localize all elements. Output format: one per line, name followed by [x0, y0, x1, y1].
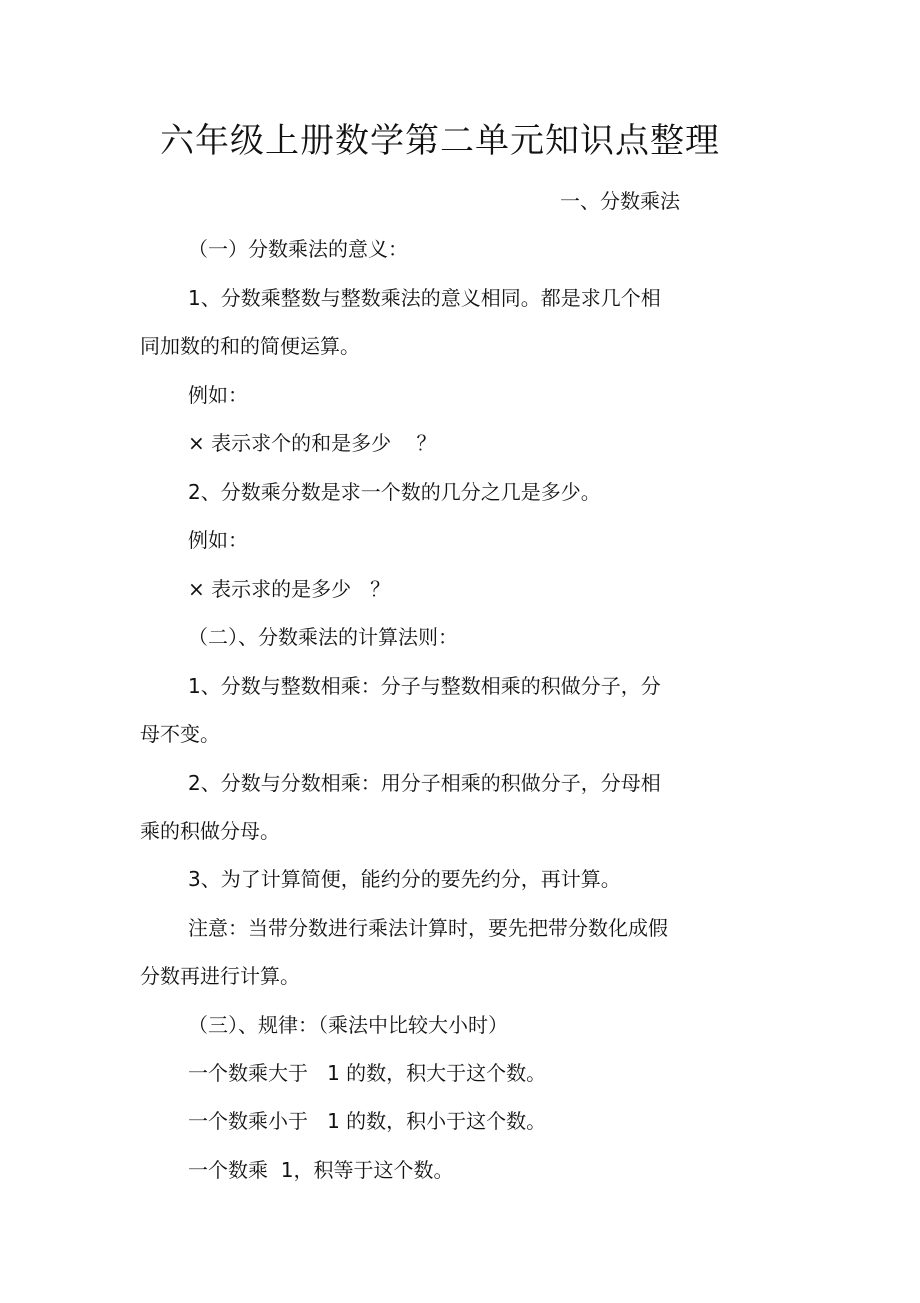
note-line: 分数再进行计算。 [140, 964, 300, 988]
paragraph-line: 乘的积做分母。 [140, 819, 280, 843]
rule-line: 一个数乘大于 1 的数，积大于这个数。 [188, 1061, 547, 1085]
rule-line: 一个数乘小于 1 的数，积小于这个数。 [188, 1109, 547, 1133]
subsection-heading-3: （三）、规律：（乘法中比较大小时） [188, 1013, 508, 1037]
subsection-heading-2: （二）、分数乘法的计算法则： [188, 625, 458, 649]
page-title: 六年级上册数学第二单元知识点整理 [160, 121, 720, 161]
paragraph-line: 3、为了计算简便，能约分的要先约分，再计算。 [188, 867, 621, 891]
example-label: 例如： [188, 383, 248, 407]
example-line: × 表示求个的和是多少 ？ [188, 431, 437, 455]
paragraph-line: 1、分数乘整数与整数乘法的意义相同。都是求几个相 [188, 286, 661, 310]
paragraph-line: 母不变。 [140, 722, 220, 746]
paragraph-line: 1、分数与整数相乘：分子与整数相乘的积做分子，分 [188, 674, 661, 698]
example-line: × 表示求的是多少 ？ [188, 577, 391, 601]
section-heading: 一、分数乘法 [560, 189, 680, 213]
paragraph-line: 2、分数乘分数是求一个数的几分之几是多少。 [188, 480, 601, 504]
note-line: 注意：当带分数进行乘法计算时，要先把带分数化成假 [188, 916, 668, 940]
paragraph-line: 2、分数与分数相乘：用分子相乘的积做分子，分母相 [188, 771, 661, 795]
paragraph-line: 同加数的和的简便运算。 [140, 334, 360, 358]
example-label: 例如： [188, 528, 248, 552]
rule-line: 一个数乘 1，积等于这个数。 [188, 1158, 454, 1182]
subsection-heading-1: （一）分数乘法的意义： [188, 237, 408, 261]
